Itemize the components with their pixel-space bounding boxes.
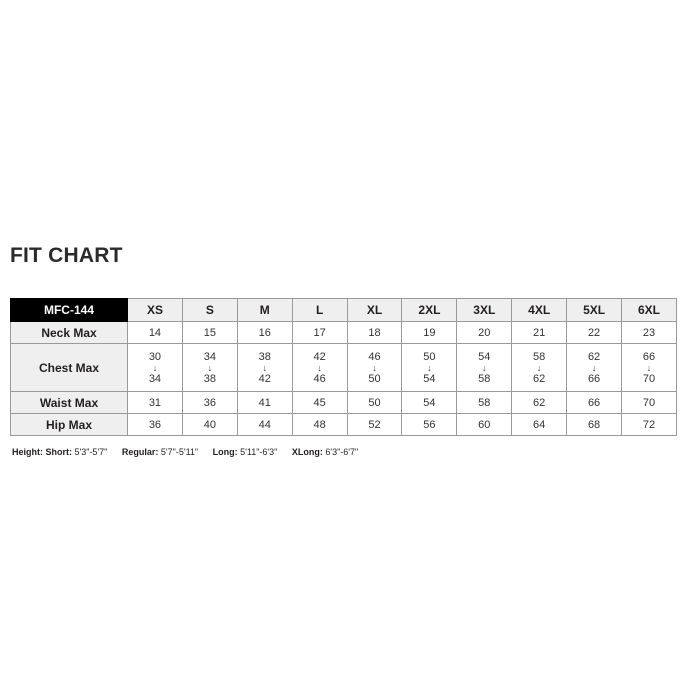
size-header-row — [11, 299, 677, 322]
range-cell — [128, 344, 183, 392]
range-min: 34 — [203, 350, 216, 363]
height-value: 6'3"-6'7" — [325, 447, 359, 457]
arrow-down-icon: ↓ — [427, 362, 432, 373]
range-max: 70 — [642, 372, 656, 385]
table-cell: 31 — [128, 392, 183, 414]
height-value: 5'3"-5'7" — [74, 447, 108, 457]
range-cell — [402, 344, 457, 392]
range-min: 66 — [642, 350, 656, 363]
height-regular — [122, 447, 198, 457]
row-label: Chest Max — [11, 344, 128, 392]
height-value: 5'11"-6'3" — [240, 447, 278, 457]
arrow-down-icon: ↓ — [646, 362, 652, 373]
size-header: XL — [347, 299, 402, 322]
size-header: 3XL — [457, 299, 512, 322]
table-cell: 18 — [347, 322, 402, 344]
table-cell: 66 — [567, 392, 622, 414]
table-cell: 62 — [512, 392, 567, 414]
arrow-down-icon: ↓ — [207, 362, 213, 373]
height-xlong — [292, 447, 358, 457]
range-max: 46 — [313, 372, 326, 385]
table-cell: 40 — [182, 414, 237, 436]
size-header: L — [292, 299, 347, 322]
fit-chart-table — [10, 298, 677, 436]
table-cell: 48 — [292, 414, 347, 436]
table-cell: 17 — [292, 322, 347, 344]
range-max: 42 — [258, 372, 271, 385]
waist-row — [11, 392, 677, 414]
table-cell: 45 — [292, 392, 347, 414]
size-header: 6XL — [622, 299, 677, 322]
range-cell — [512, 344, 567, 392]
range-min: 50 — [423, 350, 436, 363]
table-cell: 56 — [402, 414, 457, 436]
table-cell: 22 — [567, 322, 622, 344]
range-min: 30 — [148, 350, 162, 363]
table-cell: 16 — [237, 322, 292, 344]
size-header: 5XL — [567, 299, 622, 322]
size-header: 4XL — [512, 299, 567, 322]
height-label: Long: — [212, 447, 238, 457]
table-cell: 20 — [457, 322, 512, 344]
height-value: 5'7"-5'11" — [160, 447, 199, 457]
range-min: 38 — [258, 350, 271, 363]
table-cell: 58 — [457, 392, 512, 414]
table-cell: 50 — [347, 392, 402, 414]
range-cell — [182, 344, 237, 392]
table-cell: 52 — [347, 414, 402, 436]
arrow-down-icon: ↓ — [317, 362, 322, 373]
range-cell — [237, 344, 292, 392]
size-header: M — [237, 299, 292, 322]
range-max: 50 — [368, 372, 381, 385]
height-label: XLong: — [291, 447, 323, 457]
table-cell: 72 — [622, 414, 677, 436]
table-cell: 64 — [512, 414, 567, 436]
arrow-down-icon: ↓ — [536, 362, 542, 373]
range-max: 54 — [423, 372, 436, 385]
table-cell: 23 — [622, 322, 677, 344]
range-max: 62 — [533, 372, 546, 385]
row-label: Hip Max — [11, 414, 128, 436]
table-cell: 41 — [237, 392, 292, 414]
size-header: XS — [128, 299, 183, 322]
range-max: 58 — [478, 372, 491, 385]
row-label: Waist Max — [11, 392, 128, 414]
row-label: Neck Max — [11, 322, 128, 344]
table-cell: 21 — [512, 322, 567, 344]
arrow-down-icon: ↓ — [152, 362, 158, 373]
table-cell: 54 — [402, 392, 457, 414]
model-number: MFC-144 — [11, 299, 128, 322]
height-short — [12, 447, 107, 457]
range-min: 46 — [368, 350, 381, 363]
table-cell: 68 — [567, 414, 622, 436]
table-cell: 36 — [182, 392, 237, 414]
range-max: 38 — [203, 372, 216, 385]
height-label: Regular: — [121, 447, 159, 457]
height-label: Height: Short: — [12, 447, 72, 457]
range-cell — [622, 344, 677, 392]
neck-row — [11, 322, 677, 344]
table-cell: 44 — [237, 414, 292, 436]
range-cell — [347, 344, 402, 392]
arrow-down-icon: ↓ — [262, 362, 267, 373]
table-cell: 60 — [457, 414, 512, 436]
range-cell — [292, 344, 347, 392]
chest-row — [11, 344, 677, 392]
table-cell: 19 — [402, 322, 457, 344]
size-header: 2XL — [402, 299, 457, 322]
range-max: 66 — [587, 372, 601, 385]
page-title: FIT CHART — [10, 244, 123, 267]
range-min: 62 — [587, 350, 601, 363]
height-long — [213, 447, 278, 457]
range-cell — [457, 344, 512, 392]
range-min: 58 — [533, 350, 546, 363]
range-max: 34 — [148, 372, 162, 385]
table-cell: 36 — [128, 414, 183, 436]
arrow-down-icon: ↓ — [591, 362, 597, 373]
table-cell: 15 — [182, 322, 237, 344]
range-min: 54 — [478, 350, 491, 363]
table-cell: 70 — [622, 392, 677, 414]
arrow-down-icon: ↓ — [372, 362, 377, 373]
range-min: 42 — [313, 350, 326, 363]
range-cell — [567, 344, 622, 392]
height-legend — [12, 447, 370, 457]
size-header: S — [182, 299, 237, 322]
hip-row — [11, 414, 677, 436]
table-cell: 14 — [128, 322, 183, 344]
arrow-down-icon: ↓ — [482, 362, 487, 373]
